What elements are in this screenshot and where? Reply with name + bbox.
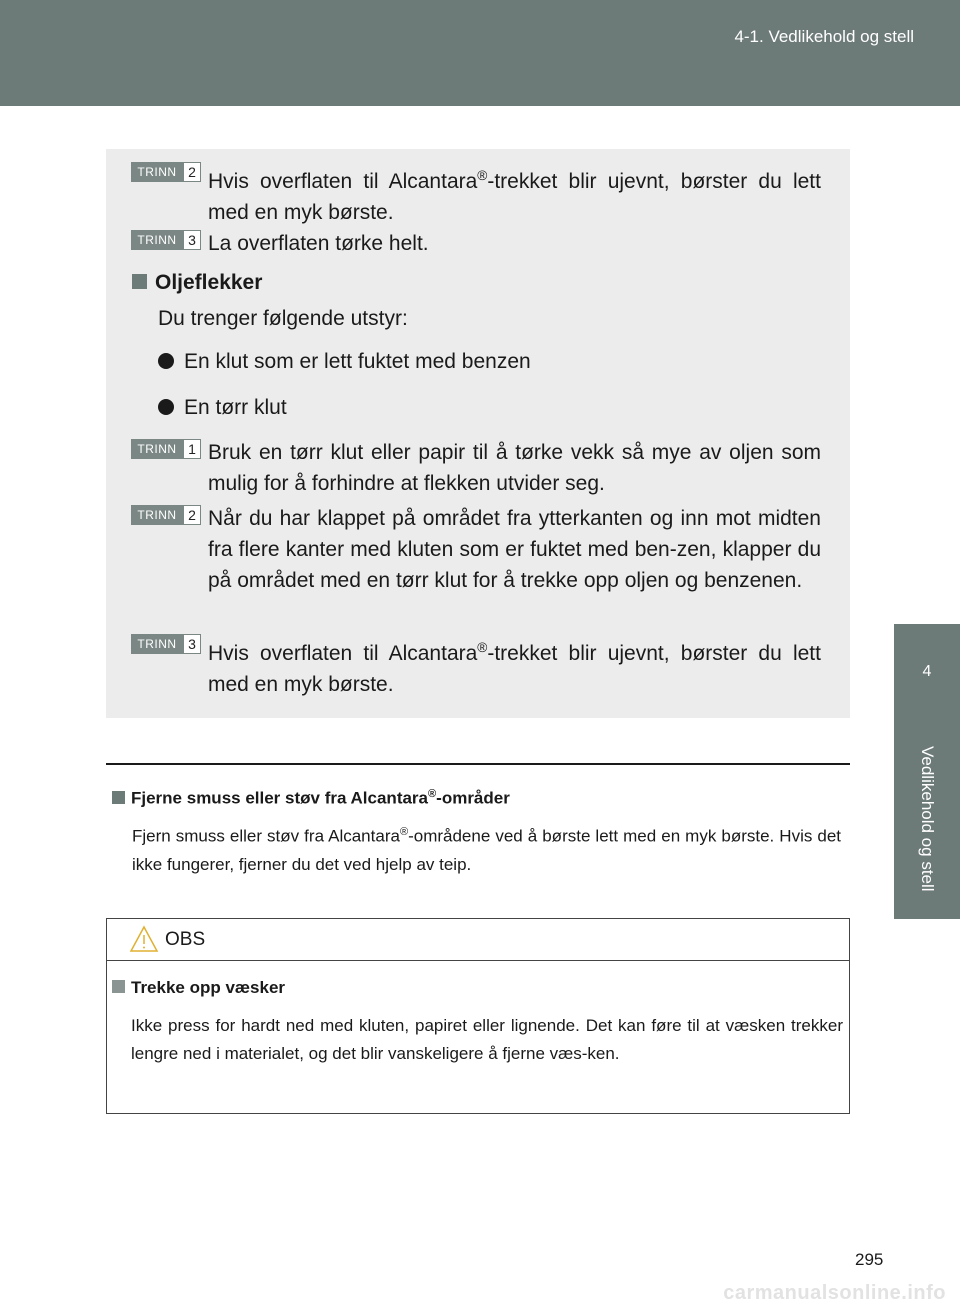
step-3-dry: TRINN 3 La overflaten tørke helt. <box>131 228 821 259</box>
dust-heading: Fjerne smuss eller støv fra Alcantara®-områder <box>112 788 510 809</box>
equipment-intro: Du trenger følgende utstyr: <box>158 307 408 330</box>
dust-body: Fjern smuss eller støv fra Alcantara®-områdene ved å børste lett med en myk børste. Hvis det ikke fungerer, fjerner du det ved hjelp av teip. <box>132 826 841 874</box>
step-2-brush: TRINN 2 Hvis overflaten til Alcantara®-trekket blir ujevnt, børster du lett med en myk børste. <box>131 160 821 228</box>
step-badge: TRINN 3 <box>131 230 203 250</box>
step-3-brush: TRINN 3 Hvis overflaten til Alcantara®-trekket blir ujevnt, børster du lett med en myk børste. <box>131 632 821 700</box>
page-number: 295 <box>855 1250 884 1269</box>
list-item: En klut som er lett fuktet med benzen <box>158 350 531 374</box>
square-bullet-icon <box>112 980 125 993</box>
header-bar <box>0 0 960 106</box>
divider <box>106 763 850 765</box>
chapter-tab-label: Vedlikehold og stell <box>918 746 937 892</box>
circle-bullet-icon <box>158 353 174 369</box>
square-bullet-icon <box>112 791 125 804</box>
square-bullet-icon <box>132 274 147 289</box>
notice-header <box>107 919 849 961</box>
footer-watermark <box>0 1282 960 1310</box>
notice-label: OBS <box>165 929 206 950</box>
chapter-tab-number: 4 <box>894 624 960 719</box>
step-badge: TRINN 3 <box>131 634 203 654</box>
step-badge: TRINN 2 <box>131 162 203 182</box>
step-1-wipe: TRINN 1 Bruk en tørr klut eller papir til å tørke vekk så mye av oljen som mulig for å forhindre at flekken utvider seg. <box>131 437 821 499</box>
oil-stain-heading: Oljeflekker <box>132 271 262 295</box>
notice-heading: Trekke opp væsker <box>112 978 285 998</box>
warning-icon <box>129 925 159 953</box>
step-badge: TRINN 2 <box>131 505 203 525</box>
step-badge: TRINN 1 <box>131 439 203 459</box>
section-title: 4-1. Vedlikehold og stell <box>734 27 914 46</box>
notice-box <box>106 918 850 1114</box>
watermark-text: carmanualsonline.info <box>723 1282 946 1304</box>
list-item: En tørr klut <box>158 396 287 420</box>
notice-body: Ikke press for hardt ned med kluten, papiret eller lignende. Det kan føre til at væsken trekker lengre ned i materialet, og det blir vanskeligere å fjerne væs-ken. <box>131 1016 843 1063</box>
step-2-dab: TRINN 2 Når du har klappet på området fra ytterkanten og inn mot midten fra flere kanter med kluten som er fuktet med ben-zen, klapper du på området med en tørr klut for å trekke opp oljen og benzenen. <box>131 503 821 596</box>
circle-bullet-icon <box>158 399 174 415</box>
